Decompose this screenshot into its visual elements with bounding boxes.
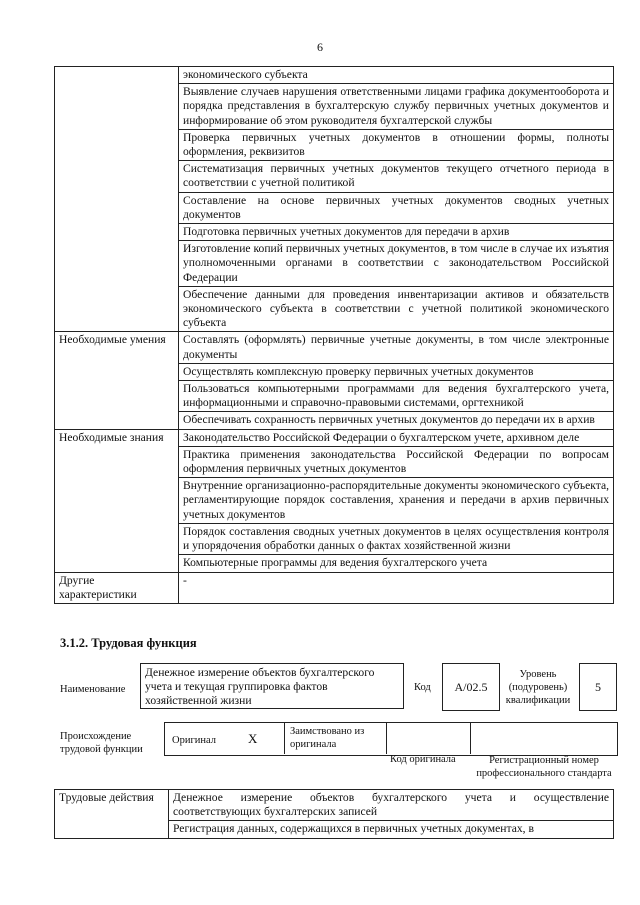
labor-actions-table xyxy=(54,789,614,839)
level-label: Уровень (подуровень) квалификации xyxy=(505,669,571,706)
origin-divider xyxy=(284,722,285,754)
function-name-box: Денежное измерение объектов бухгалтерского учета и текущая группировка фактов хозяйственной жизни xyxy=(140,663,404,709)
table-row xyxy=(55,572,614,603)
borrowed-label: Заимствовано из оригинала xyxy=(290,726,365,750)
table-cell: Систематизация первичных учетных документов текущего отчетного периода в соответствии с учетной политикой xyxy=(179,161,614,192)
table-cell: Изготовление копий первичных учетных документов, в том числе в случае их изъятия уполномоченными органами в соответствии с законодательством Российской Федерации xyxy=(179,241,614,287)
origin-label: Происхождение трудовой функции xyxy=(60,731,143,755)
competency-table xyxy=(54,66,614,604)
original-mark: X xyxy=(248,731,258,746)
table-cell: Практика применения законодательства Российской Федерации по вопросам оформления первичных учетных документов xyxy=(179,446,614,477)
table-cell: Проверка первичных учетных документов в отношении формы, полноты оформления, реквизитов xyxy=(179,129,614,160)
table-cell: Обеспечивать сохранность первичных учетных документов до передачи их в архив xyxy=(179,412,614,429)
table-cell: Законодательство Российской Федерации о бухгалтерском учете, архивном деле xyxy=(179,429,614,446)
reg-number-label: Регистрационный номер профессионального стандарта xyxy=(476,755,612,779)
name-label: Наименование xyxy=(60,684,126,695)
row-label-actions: Трудовые действия xyxy=(55,790,169,839)
table-row xyxy=(55,429,614,446)
table-cell: Обеспечение данными для проведения инвентаризации активов и обязательств экономического субъекта в соответствии с учетной политикой экономического субъекта xyxy=(179,286,614,332)
code-label: Код xyxy=(414,682,431,693)
table-cell: Порядок составления сводных учетных документов в целях осуществления контроля и упорядочения обработки данных о фактах хозяйственной жизни xyxy=(179,523,614,554)
table-cell: Компьютерные программы для ведения бухгалтерского учета xyxy=(179,555,614,572)
table-cell: Пользоваться компьютерными программами для ведения бухгалтерского учета, информационными и справочно-правовыми системами, оргтехникой xyxy=(179,381,614,412)
table-cell: Составлять (оформлять) первичные учетные документы, в том числе электронные документы xyxy=(179,332,614,363)
table-row xyxy=(55,790,614,821)
table-cell: Выявление случаев нарушения ответственными лицами графика документооборота и порядка представления в бухгалтерскую службу первичных учетных документов и информирование об этом руководителя бухгалтерской службы xyxy=(179,84,614,130)
table-cell: Составление на основе первичных учетных документов сводных учетных документов xyxy=(179,192,614,223)
table-cell: Подготовка первичных учетных документов для передачи в архив xyxy=(179,224,614,241)
table-cell: Осуществлять комплексную проверку первичных учетных документов xyxy=(179,363,614,380)
origin-code-label: Код оригинала xyxy=(390,754,456,765)
original-label: Оригинал xyxy=(172,735,216,746)
section-title: 3.1.2. Трудовая функция xyxy=(60,636,197,650)
row-label xyxy=(55,67,179,332)
row-label-skills: Необходимые умения xyxy=(55,332,179,429)
origin-box xyxy=(164,722,618,756)
table-cell: - xyxy=(179,572,614,603)
row-label-other: Другие характеристики xyxy=(55,572,179,603)
origin-divider xyxy=(386,722,387,754)
table-row xyxy=(55,332,614,363)
table-cell: Денежное измерение объектов бухгалтерского учета и осуществление соответствующих бухгалтерских записей xyxy=(169,790,614,821)
code-value: А/02.5 xyxy=(442,663,500,711)
row-label-knowledge: Необходимые знания xyxy=(55,429,179,572)
origin-divider xyxy=(470,722,471,754)
table-cell: экономического субъекта xyxy=(179,67,614,84)
page-number: 6 xyxy=(317,40,323,54)
table-cell: Регистрация данных, содержащихся в первичных учетных документах, в xyxy=(169,821,614,838)
table-cell: Внутренние организационно-распорядительные документы экономического субъекта, регламентирующие порядок составления, хранения и передачи в архив первичных учетных документов xyxy=(179,478,614,524)
level-value: 5 xyxy=(579,663,617,711)
table-row xyxy=(55,67,614,84)
